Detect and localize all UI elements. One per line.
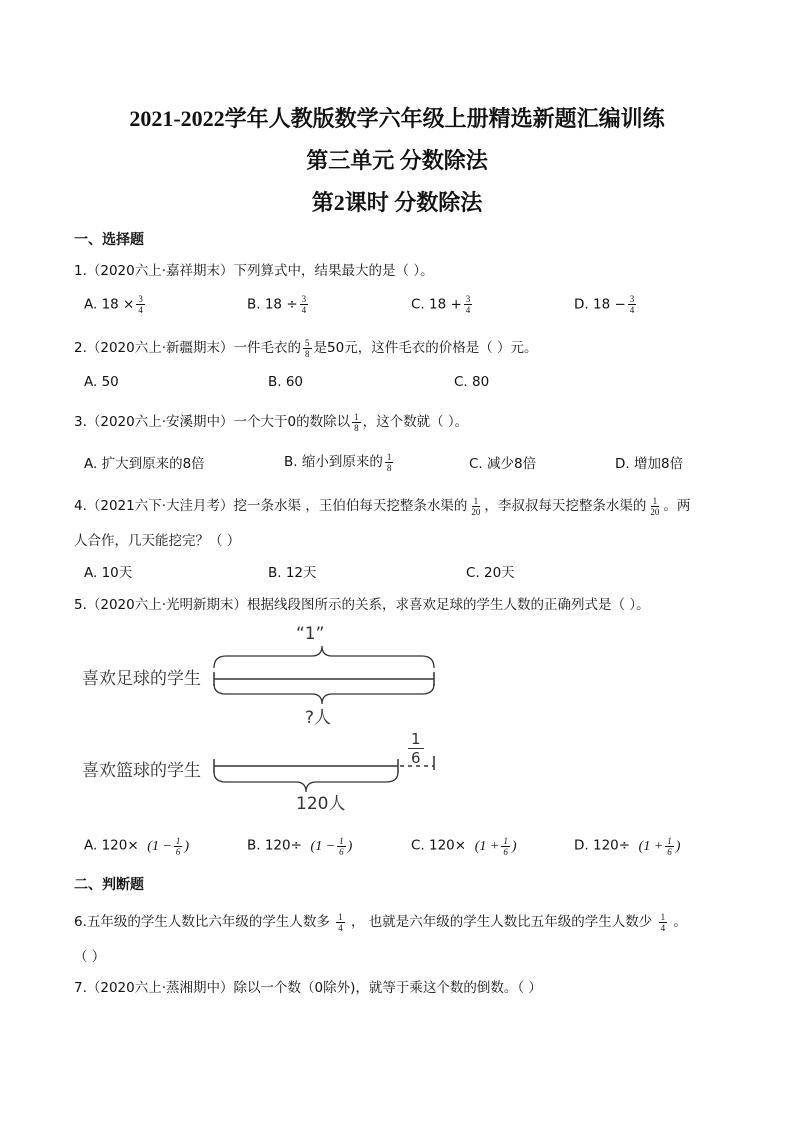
q3-text: 3.（2020六上·安溪期中）一个大于0的数除以 $\frac{1}{8}$ ，这个数就（ ）。 — [74, 411, 469, 433]
unit-title: 第三单元 分数除法 — [306, 148, 488, 173]
q3-option-b[interactable]: B. 缩小到原来的 $\frac{1}{8}$ — [284, 451, 392, 473]
q2-option-a[interactable]: A. 50 — [84, 374, 119, 390]
diagram-fraction: 1 6 — [408, 730, 424, 767]
q4-text-line2: 人合作，几天能挖完？（ ） — [74, 533, 241, 549]
q5-option-d[interactable]: D. 120÷ (1 + $\frac{1}{6}$ ) — [574, 836, 681, 857]
q1-option-b[interactable]: B. 18 ÷ $\frac{3}{4}$ — [247, 294, 307, 315]
q2-text: 2.（2020六上·新疆期末）一件毛衣的 $\frac{5}{8}$ 是50元，这件毛衣的价格是（ ）元。 — [74, 337, 538, 359]
q6-answer-blank[interactable]: （ ） — [74, 949, 106, 965]
q7-text: 7.（2020六上·蒸湘期中）除以一个数（0除外)，就等于乘这个数的倒数。（ ） — [74, 980, 542, 996]
section-judge: 二、判断题 — [74, 877, 144, 893]
q4-option-b[interactable]: B. 12天 — [268, 565, 317, 581]
q4-text: 4.（2021六下·大洼月考）挖一条水渠 ，王伯伯每天挖整条水渠的 $\frac{1}{20}$ ，李叔叔每天挖整条水渠的 $\frac{1}{20}$ 。两 — [74, 495, 691, 517]
main-title: 2021-2022学年人教版数学六年级上册精选新题汇编训练 — [129, 106, 665, 131]
section-choice: 一、选择题 — [74, 232, 144, 248]
q5-text: 5.（2020六上·光明新期末）根据线段图所示的关系，求喜欢足球的学生人数的正确列式是（ ）。 — [74, 597, 650, 613]
brace-top — [214, 646, 434, 668]
diagram-count-label: 120人 — [296, 794, 346, 814]
q4-option-c[interactable]: C. 20天 — [466, 565, 515, 581]
diagram-unknown-label: ?人 — [305, 708, 332, 728]
q1-text: 1.（2020六上·嘉祥期末）下列算式中，结果最大的是（ ）。 — [74, 263, 434, 279]
diagram-basketball-label: 喜欢篮球的学生 — [82, 761, 201, 781]
q1-option-d[interactable]: D. 18 − $\frac{3}{4}$ — [574, 294, 635, 315]
q6-text: 6.五年级的学生人数比六年级的学生人数多 $\frac{1}{4}$ ， 也就是六年级的学生人数比五年级的学生人数少 $\frac{1}{4}$ 。 — [74, 911, 687, 933]
q2-option-b[interactable]: B. 60 — [268, 374, 304, 390]
diagram-one-label: “1” — [296, 624, 325, 644]
q5-option-a[interactable]: A. 120× (1 − $\frac{1}{6}$ ) — [84, 836, 190, 857]
q3-option-c[interactable]: C. 减少8倍 — [469, 456, 537, 472]
q4-option-a[interactable]: A. 10天 — [84, 565, 133, 581]
q3-option-a[interactable]: A. 扩大到原来的8倍 — [84, 456, 205, 472]
q5-option-b[interactable]: B. 120÷ (1 − $\frac{1}{6}$ ) — [247, 836, 353, 857]
q5-option-c[interactable]: C. 120× (1 + $\frac{1}{6}$ ) — [411, 836, 517, 857]
brace-count — [214, 772, 398, 792]
diagram-football-label: 喜欢足球的学生 — [82, 669, 201, 689]
q1-option-c[interactable]: C. 18 + $\frac{3}{4}$ — [411, 294, 471, 315]
q1-option-a[interactable]: A. 18 × $\frac{3}{4}$ — [84, 294, 143, 315]
q2-option-c[interactable]: C. 80 — [454, 374, 490, 390]
q3-option-d[interactable]: D. 增加8倍 — [615, 456, 684, 472]
lesson-title: 第2课时 分数除法 — [311, 190, 483, 215]
brace-bottom — [214, 684, 434, 704]
